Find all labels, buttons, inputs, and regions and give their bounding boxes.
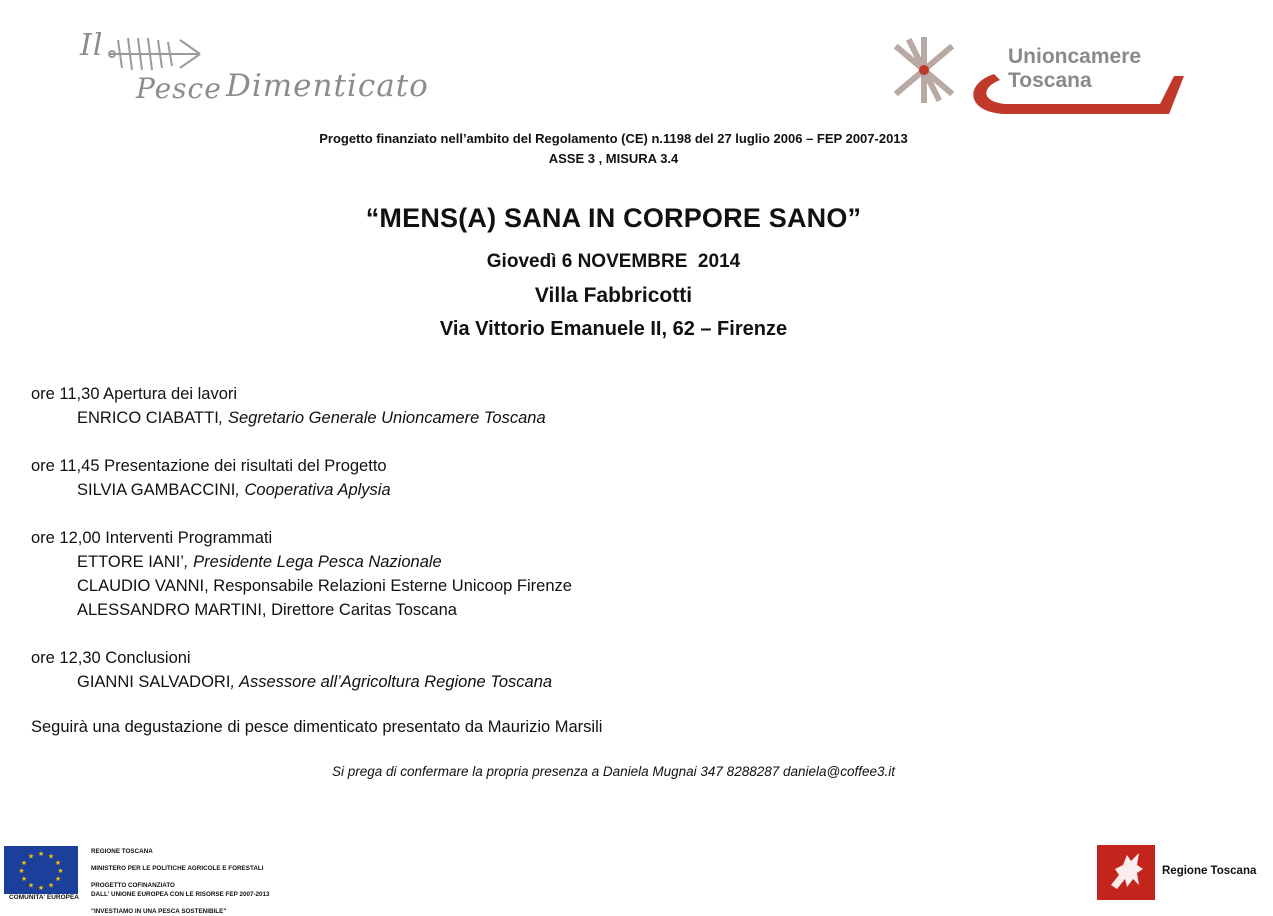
speaker-line [31, 478, 931, 502]
svg-text:★: ★ [54, 859, 62, 867]
speaker-line [31, 670, 931, 694]
logo-word-pesce: Pesce [136, 72, 222, 105]
logo-word-dimenticato: Dimenticato [226, 68, 429, 104]
speaker-role: , Segretario Generale Unioncamere Toscana [218, 409, 546, 427]
eu-info-line [91, 899, 270, 908]
slot-time-label: ore 11,30 Apertura dei lavori [31, 385, 238, 403]
funding-measure: ASSE 3 , MISURA 3.4 [548, 151, 679, 166]
event-venue: Villa Fabbricotti [534, 284, 693, 307]
slot-time-label: ore 11,45 Presentazione dei risultati del Progetto [31, 457, 387, 475]
eu-caption: COMUNITA' EUROPEA [8, 894, 80, 901]
eu-info-lines [91, 848, 270, 916]
svg-text:★: ★ [20, 859, 28, 867]
logo-prefix: Il [80, 28, 104, 63]
slot-time-label: ore 12,30 Conclusioni [31, 649, 191, 667]
speaker-name: SILVIA GAMBACCINI [77, 481, 236, 499]
eu-info-line: DALL' UNIONE EUROPEA CON LE RISORSE FEP 2007-2013 [91, 890, 270, 898]
programme-slot [31, 526, 931, 622]
speaker-name: ETTORE IANI’ [77, 553, 184, 571]
programme-slot [31, 646, 931, 694]
svg-text:★: ★ [54, 875, 62, 883]
speaker-role: , Direttore Caritas Toscana [261, 601, 457, 619]
slot-time-label: ore 12,00 Interventi Programmati [31, 529, 273, 547]
eu-flag-icon [4, 846, 78, 894]
speaker-name: GIANNI SALVADORI [77, 673, 231, 691]
eu-info-line: REGIONE TOSCANA [91, 848, 153, 855]
event-date: Giovedì 6 NOVEMBRE 2014 [486, 251, 741, 272]
eu-funding-block [4, 844, 304, 915]
closing-note: Seguirà una degustazione di pesce dimenticato presentato da Maurizio Marsili [31, 718, 603, 736]
eu-info-line: PROGETTO COFINANZIATO [91, 882, 175, 889]
unioncamere-swoosh-icon [964, 70, 1194, 118]
regione-toscana-label: Regione Toscana [1162, 865, 1257, 877]
event-address: Via Vittorio Emanuele II, 62 – Firenze [439, 318, 788, 340]
programme-slot [31, 382, 931, 430]
speaker-line [31, 406, 931, 430]
speaker-role: , Presidente Lega Pesca Nazionale [183, 553, 442, 571]
svg-text:★: ★ [20, 875, 28, 883]
svg-text:★: ★ [47, 852, 55, 861]
speaker-line [31, 550, 931, 574]
svg-text:★: ★ [37, 850, 45, 858]
svg-text:★: ★ [18, 867, 25, 875]
speaker-line [31, 598, 931, 622]
pesce-dimenticato-logo [80, 28, 429, 108]
eu-info-line: "INVESTIAMO IN UNA PESCA SOSTENIBILE" [91, 907, 227, 915]
programme [31, 382, 931, 718]
unioncamere-mark-icon [890, 36, 962, 106]
eu-info-line: MINISTERO PER LE POLITICHE AGRICOLE E FORESTALI [91, 865, 264, 872]
speaker-role: , Assessore all’Agricoltura Regione Toscana [230, 673, 553, 691]
unioncamere-line2: Toscana [1008, 69, 1092, 92]
programme-slot [31, 454, 931, 502]
eu-stars-icon [4, 846, 78, 894]
winged-horse-icon [1097, 845, 1155, 900]
speaker-role: , Responsabile Relazioni Esterne Unicoop Firenze [204, 577, 572, 595]
svg-text:★: ★ [37, 884, 45, 892]
eu-info-line [91, 857, 270, 866]
funding-line: Progetto finanziato nell’ambito del Regolamento (CE) n.1198 del 27 luglio 2006 – FEP 2007-2013 [319, 131, 908, 146]
unioncamere-logo [890, 36, 1190, 120]
speaker-name: ALESSANDRO MARTINI [77, 601, 262, 619]
speaker-name: CLAUDIO VANNI [77, 577, 205, 595]
svg-text:★: ★ [27, 881, 35, 890]
regione-toscana-block [1097, 845, 1267, 901]
speaker-name: ENRICO CIABATTI [77, 409, 219, 427]
speaker-role: , Cooperativa Aplysia [235, 481, 391, 499]
speaker-line [31, 574, 931, 598]
regione-toscana-flag-icon [1097, 845, 1155, 900]
unioncamere-line1: Unioncamere [1008, 45, 1142, 68]
svg-text:★: ★ [57, 867, 64, 875]
event-title: “MENS(A) SANA IN CORPORE SANO” [365, 203, 862, 233]
eu-info-line [91, 874, 270, 883]
rsvp-note: Si prega di confermare la propria presenza a Daniela Mugnai 347 8288287 daniela@coffee3.it [331, 764, 896, 779]
svg-text:★: ★ [27, 852, 35, 861]
svg-text:★: ★ [47, 881, 55, 890]
